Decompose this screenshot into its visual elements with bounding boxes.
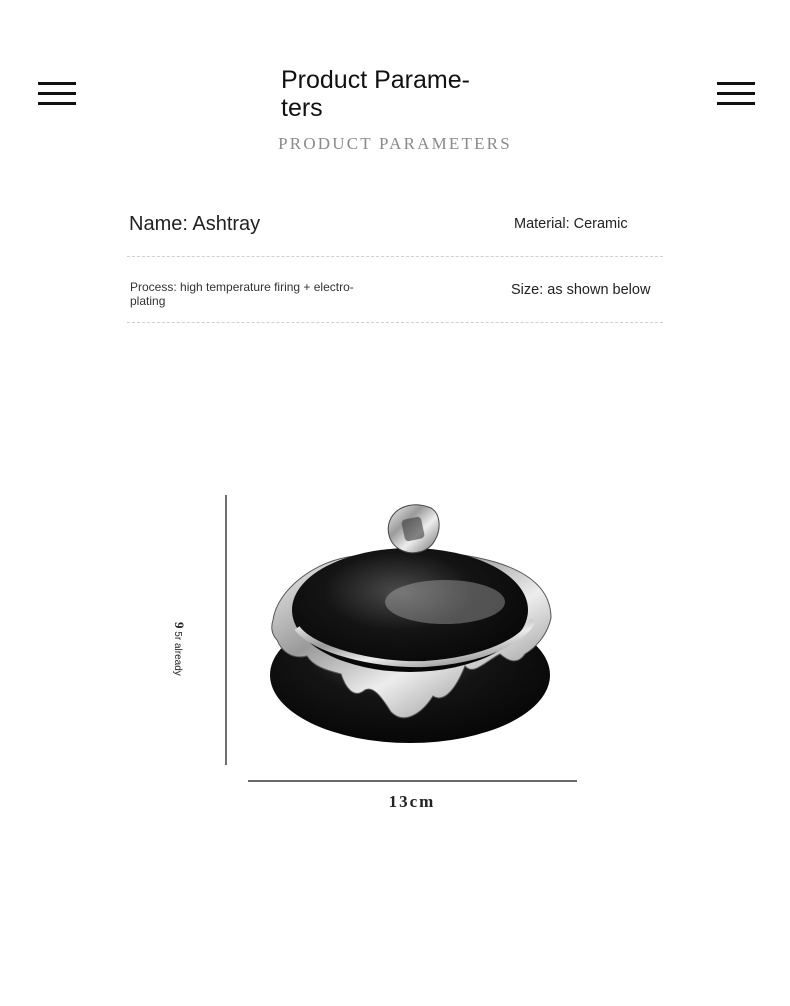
product-material: Material: Ceramic bbox=[514, 216, 628, 232]
ashtray-image bbox=[195, 490, 595, 830]
menu-bar bbox=[717, 102, 755, 105]
parameters-row bbox=[127, 196, 663, 257]
width-dimension-label: 13cm bbox=[388, 792, 436, 811]
lid-highlight bbox=[385, 580, 505, 624]
page-title: Product Parame-ters bbox=[281, 66, 470, 122]
menu-bar bbox=[38, 82, 76, 85]
height-dimension-label: 9 5r already bbox=[172, 622, 187, 676]
parameters-row bbox=[127, 257, 663, 323]
menu-bar bbox=[38, 92, 76, 95]
product-name: Name: Ashtray bbox=[129, 213, 261, 235]
product-process: Process: high temperature firing + electro-plating bbox=[130, 280, 354, 308]
product-image bbox=[195, 490, 595, 830]
product-size: Size: as shown below bbox=[511, 282, 651, 298]
menu-icon-left[interactable] bbox=[38, 82, 76, 107]
menu-bar bbox=[717, 82, 755, 85]
parameters-table bbox=[127, 196, 663, 323]
menu-icon-right[interactable] bbox=[717, 82, 755, 107]
menu-bar bbox=[38, 102, 76, 105]
menu-bar bbox=[717, 92, 755, 95]
page-subtitle: PRODUCT PARAMETERS bbox=[278, 134, 512, 153]
